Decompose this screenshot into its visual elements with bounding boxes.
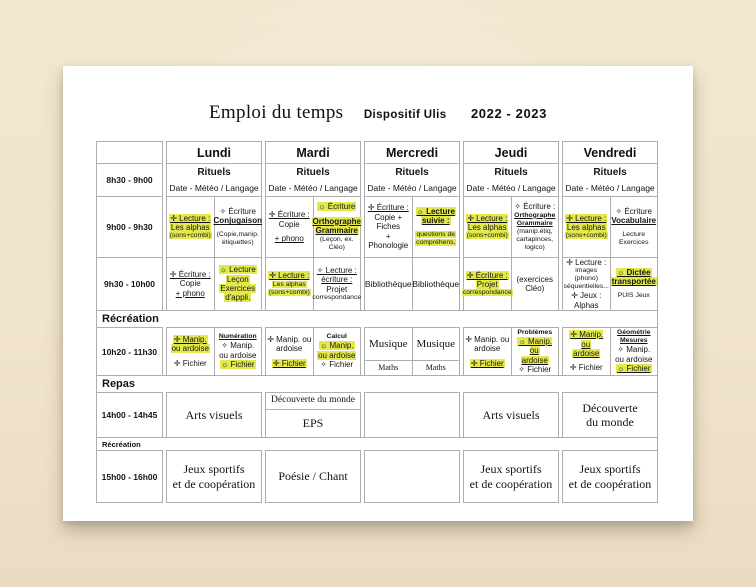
cell-lundi-9h30-10h00-left xyxy=(167,258,214,310)
text-line: Grammaire xyxy=(516,219,553,227)
text-line: Date - Météo / Langage xyxy=(466,183,556,194)
day-header-mardi xyxy=(265,141,361,163)
time-cell-15h00-16h00: 15h00 - 16h00 xyxy=(96,450,163,503)
text-line: compréhens. xyxy=(416,238,456,246)
day-header-jeudi xyxy=(463,141,559,163)
cell-lundi-8h30-9h00 xyxy=(166,163,262,196)
cell-jeudi-14h00-14h45-content xyxy=(464,393,558,437)
cell-mardi-10h20-11h30 xyxy=(265,327,361,375)
cell-mercredi-10h20-11h30-right-top xyxy=(413,328,460,360)
text-line: Copie + xyxy=(374,212,403,222)
text-line: ✧ Écriture : xyxy=(514,202,556,212)
cell-vendredi-9h00-9h30-left xyxy=(563,197,610,257)
row-band-8 xyxy=(96,437,658,450)
text-line: (sons+combi) xyxy=(565,232,607,240)
text-line: Cléo) xyxy=(525,284,545,293)
text-line: + phono xyxy=(274,234,304,244)
text-line: ✛ Lecture : xyxy=(467,213,508,223)
cell-mardi-9h00-9h30 xyxy=(265,196,361,257)
text-line: Orthographe xyxy=(514,211,556,219)
text-line: Date - Météo / Langage xyxy=(268,183,358,194)
text-line: Les alphas xyxy=(566,222,606,232)
cell-jeudi-9h30-10h00-right xyxy=(511,258,559,310)
time-cell-9h30-10h00: 9h30 - 10h00 xyxy=(96,257,163,310)
text-line: Lecture xyxy=(622,230,646,238)
cell-mercredi-10h20-11h30-left-bottom xyxy=(365,360,412,375)
text-line: Les alphas xyxy=(272,280,306,288)
text-line: transportée xyxy=(611,277,656,287)
text-line: Maths xyxy=(425,363,446,373)
cell-lundi-14h00-14h45-content xyxy=(167,393,261,437)
cell-vendredi-14h00-14h45-content xyxy=(563,393,657,437)
cell-jeudi-9h00-9h30-left xyxy=(464,197,511,257)
text-line: ✛ Fichier xyxy=(470,358,504,368)
text-line: Date - Météo / Langage xyxy=(169,183,259,194)
text-line: (sons+combi) xyxy=(466,232,508,240)
cell-lundi-15h00-16h00 xyxy=(166,450,262,503)
cell-vendredi-10h20-11h30 xyxy=(562,327,658,375)
cell-lundi-10h20-11h30-right xyxy=(214,328,262,375)
cell-vendredi-15h00-16h00-content xyxy=(563,451,657,502)
text-line: cartapinces, xyxy=(516,235,554,243)
text-line: Cléo) xyxy=(328,243,345,251)
time-cell-14h00-14h45: 14h00 - 14h45 xyxy=(96,392,163,437)
cell-jeudi-8h30-9h00-content xyxy=(464,164,558,196)
text-line: (manip.étiq, xyxy=(516,227,553,235)
time-cell-10h20-11h30: 10h20 - 11h30 xyxy=(96,327,163,375)
text-line: Date - Météo / Langage xyxy=(565,183,655,194)
day-header-label-mercredi: Mercredi xyxy=(385,145,439,160)
text-line: Alphas xyxy=(574,300,599,310)
school-year: 2022 - 2023 xyxy=(470,106,547,121)
row-band-4 xyxy=(96,310,658,327)
cell-vendredi-9h00-9h30-right xyxy=(610,197,658,257)
cell-jeudi-9h30-10h00 xyxy=(463,257,559,310)
text-line: ✛ Écriture : xyxy=(268,210,310,220)
text-line: ☼ Écriture xyxy=(318,202,356,212)
text-line: Date - Météo / Langage xyxy=(367,183,457,194)
text-line: Arts visuels xyxy=(482,407,540,422)
text-line: ✛ Fichier xyxy=(173,358,207,368)
text-line: Projet xyxy=(476,279,498,289)
row-9h00-9h30 xyxy=(96,196,658,257)
cell-mardi-10h20-11h30-left xyxy=(266,328,313,375)
text-line: Orthographe xyxy=(312,216,361,226)
cell-vendredi-9h30-10h00 xyxy=(562,257,658,310)
cell-lundi-10h20-11h30-left xyxy=(167,328,214,375)
text-line: Les alphas xyxy=(467,222,507,232)
text-line: Exercices xyxy=(220,284,256,293)
cell-vendredi-10h20-11h30-right xyxy=(610,328,658,375)
text-line: ✛ Manip. ou xyxy=(465,334,510,344)
text-line: ☼ Dictée xyxy=(616,268,651,278)
text-line: Leçon xyxy=(226,274,249,284)
text-line: Rituels xyxy=(494,166,528,178)
cell-mercredi-10h20-11h30-right xyxy=(412,328,460,375)
text-line: ☼ Fichier xyxy=(616,364,651,374)
text-line: et de coopération xyxy=(469,476,553,491)
cell-mardi-14h00-14h45-top xyxy=(266,393,360,410)
cell-mercredi-9h00-9h30 xyxy=(364,196,460,257)
cell-lundi-15h00-16h00-content xyxy=(167,451,261,502)
titlebar xyxy=(63,102,693,124)
text-line: Maths xyxy=(378,363,399,373)
day-header-mercredi xyxy=(364,141,460,163)
cell-mardi-9h00-9h30-left xyxy=(266,197,313,257)
text-line: Copie xyxy=(278,219,300,229)
text-line: ✧ Fichier xyxy=(518,364,552,374)
text-line: Découverte xyxy=(582,400,638,415)
cell-vendredi-14h00-14h45 xyxy=(562,392,658,437)
text-line: Rituels xyxy=(197,166,231,178)
cell-lundi-9h30-10h00-right xyxy=(214,258,262,310)
cell-mercredi-8h30-9h00 xyxy=(364,163,460,196)
text-line: images (phono) xyxy=(574,267,598,283)
text-line: suivie : xyxy=(421,216,450,226)
cell-lundi-10h20-11h30 xyxy=(166,327,262,375)
text-line: Jeux sportifs xyxy=(579,462,641,477)
text-line: ardoise xyxy=(474,344,501,354)
cell-mercredi-10h20-11h30-left xyxy=(365,328,412,375)
text-line: Copie xyxy=(179,279,201,289)
cell-mardi-9h30-10h00-right xyxy=(313,258,361,310)
cell-mardi-14h00-14h45-bottom xyxy=(266,410,360,437)
text-line: ✧ Écriture xyxy=(219,207,256,217)
cell-mercredi-9h30-10h00-left xyxy=(365,258,412,310)
text-line: (Leçon, ex. xyxy=(319,235,354,243)
text-line: ou ardoise xyxy=(171,344,209,354)
text-line: du monde xyxy=(586,415,634,429)
text-line: + phono xyxy=(175,288,205,298)
text-line: Fiches xyxy=(376,222,401,232)
row-header-0 xyxy=(96,141,658,163)
text-line: ✧ Fichier xyxy=(320,360,354,370)
text-line: PUIS Jeux xyxy=(617,291,650,299)
text-line: ou ardoise xyxy=(219,350,257,360)
cell-jeudi-9h00-9h30 xyxy=(463,196,559,257)
text-line: logico) xyxy=(524,243,545,251)
timetable xyxy=(96,141,658,503)
text-line: ✛ Lecture : xyxy=(269,271,310,281)
cell-vendredi-9h30-10h00-right xyxy=(610,258,658,310)
text-line: ✧ Manip. xyxy=(617,345,651,355)
cell-lundi-9h00-9h30-right xyxy=(214,197,262,257)
text-line: + Phonologie xyxy=(368,231,409,251)
cell-vendredi-9h00-9h30 xyxy=(562,196,658,257)
text-line: ✛ Lecture : xyxy=(566,257,607,267)
day-header-label-mardi: Mardi xyxy=(296,145,330,160)
cell-jeudi-14h00-14h45 xyxy=(463,392,559,437)
time-cell-9h00-9h30: 9h00 - 9h30 xyxy=(96,196,163,257)
text-line: Jeux sportifs xyxy=(480,462,542,477)
text-line: Arts visuels xyxy=(185,407,243,422)
cell-lundi-9h00-9h30 xyxy=(166,196,262,257)
text-line: ☼ Lecture xyxy=(416,207,455,217)
text-line: Problèmes xyxy=(517,328,553,336)
cell-mardi-14h00-14h45-content xyxy=(266,393,360,437)
text-line: Grammaire xyxy=(315,226,358,236)
cell-jeudi-15h00-16h00-content xyxy=(464,451,558,502)
text-line: et de coopération xyxy=(172,476,256,491)
text-line: ✛ Lecture : xyxy=(170,213,211,223)
text-line: Rituels xyxy=(296,166,330,178)
cell-vendredi-15h00-16h00 xyxy=(562,450,658,503)
text-line: Exercices xyxy=(619,238,649,246)
text-line: correspondance xyxy=(462,289,512,297)
text-line: ✛ Écriture : xyxy=(466,270,508,280)
text-line: ✛ Manip. xyxy=(173,334,207,344)
text-line: Calcul xyxy=(326,333,347,341)
day-header-label-vendredi: Vendredi xyxy=(583,145,637,160)
cell-vendredi-9h30-10h00-left xyxy=(563,258,610,310)
text-line: Géométrie xyxy=(616,329,651,337)
text-line: ✧ Écriture xyxy=(615,207,652,217)
cell-mardi-9h00-9h30-right xyxy=(313,197,361,257)
text-line: Projet xyxy=(326,284,348,294)
cell-jeudi-15h00-16h00 xyxy=(463,450,559,503)
text-line: Numération xyxy=(218,333,257,341)
cell-mercredi-15h00-16h00 xyxy=(364,450,460,503)
cell-mercredi-9h00-9h30-right xyxy=(412,197,460,257)
cell-lundi-9h00-9h30-left xyxy=(167,197,214,257)
text-line: ou ardoise xyxy=(318,350,356,360)
time-cell-8h30-9h00: 8h30 - 9h00 xyxy=(96,163,163,196)
cell-vendredi-10h20-11h30-left xyxy=(563,328,610,375)
text-line: Jeux sportifs xyxy=(183,462,245,477)
cell-mercredi-10h20-11h30-right-bottom xyxy=(413,360,460,375)
text-line: ✛ Lecture : xyxy=(566,213,607,223)
text-line: Rituels xyxy=(395,166,429,178)
cell-mardi-15h00-16h00 xyxy=(265,450,361,503)
page-title: Emploi du temps xyxy=(209,102,344,123)
text-line: ardoise xyxy=(573,349,600,358)
text-line: Musique xyxy=(416,337,455,350)
cell-jeudi-10h20-11h30 xyxy=(463,327,559,375)
text-line: et de coopération xyxy=(568,476,652,491)
text-line: questions de xyxy=(416,230,456,238)
text-line: Musique xyxy=(369,337,408,350)
cell-mercredi-10h20-11h30-left-top xyxy=(365,328,412,360)
text-line: ou ardoise xyxy=(615,354,653,364)
day-header-vendredi xyxy=(562,141,658,163)
text-line: Bibliothèque xyxy=(412,278,460,289)
text-line: ✛ Manip. ou xyxy=(267,334,312,344)
text-line: Mesures xyxy=(619,337,648,345)
text-line: Vocabulaire xyxy=(611,216,657,226)
cell-mardi-9h30-10h00 xyxy=(265,257,361,310)
cell-vendredi-8h30-9h00-content xyxy=(563,164,657,196)
text-line: séquentielles... xyxy=(563,283,609,291)
cell-mercredi-9h00-9h30-left xyxy=(365,197,412,257)
day-header-label-jeudi: Jeudi xyxy=(494,145,528,160)
cell-mercredi-10h20-11h30 xyxy=(364,327,460,375)
cell-mercredi-9h30-10h00 xyxy=(364,257,460,310)
text-line: (sons+combi) xyxy=(268,288,310,296)
cell-mardi-14h00-14h45 xyxy=(265,392,361,437)
cell-mardi-15h00-16h00-content xyxy=(266,451,360,502)
text-line: d'appli. xyxy=(225,293,251,303)
text-line: ardoise xyxy=(276,344,303,354)
cell-lundi-14h00-14h45 xyxy=(166,392,262,437)
cell-mercredi-14h00-14h45 xyxy=(364,392,460,437)
cell-mardi-8h30-9h00 xyxy=(265,163,361,196)
cell-lundi-9h30-10h00 xyxy=(166,257,262,310)
cell-jeudi-10h20-11h30-right xyxy=(511,328,559,375)
cell-mercredi-8h30-9h00-content xyxy=(365,164,459,196)
text-line: Poésie / Chant xyxy=(278,469,348,484)
text-line: Les alphas xyxy=(170,222,210,232)
cell-mardi-10h20-11h30-right xyxy=(313,328,361,375)
cell-jeudi-9h00-9h30-right xyxy=(511,197,559,257)
text-line: ✛ Écriture : xyxy=(367,203,409,213)
text-line: ✛ Écriture : xyxy=(169,269,211,279)
cell-mardi-8h30-9h00-content xyxy=(266,164,360,196)
timetable-sheet xyxy=(63,66,693,521)
text-line: étiquettes) xyxy=(221,238,254,246)
text-line: ☼ Lecture xyxy=(219,265,256,275)
text-line: ☼ Manip. ou xyxy=(518,336,553,356)
page-subtitle: Dispositif Ulis xyxy=(363,109,447,121)
text-line: ✛ Manip. ou xyxy=(570,330,604,349)
cell-vendredi-8h30-9h00 xyxy=(562,163,658,196)
band-repas-6: Repas xyxy=(96,375,658,392)
row-10h20-11h30 xyxy=(96,327,658,375)
text-line: ✛ Fichier xyxy=(272,358,306,368)
text-line: ✛ Jeux : xyxy=(571,291,602,301)
cell-lundi-8h30-9h00-content xyxy=(167,164,261,196)
cell-mardi-9h30-10h00-left xyxy=(266,258,313,310)
text-line: écriture : xyxy=(321,275,353,285)
corner-cell xyxy=(96,141,163,163)
text-line: ✛ Fichier xyxy=(569,363,603,373)
text-line: Conjugaison xyxy=(213,216,262,226)
text-line: ✧ Lecture : xyxy=(316,265,357,275)
text-line: ✧ Manip. xyxy=(221,341,255,351)
text-line: correspondance xyxy=(312,294,362,302)
row-14h00-14h45 xyxy=(96,392,658,437)
text-line: Découverte du monde xyxy=(271,395,355,406)
text-line: ardoise xyxy=(521,355,548,365)
cell-jeudi-10h20-11h30-left xyxy=(464,328,511,375)
cell-jeudi-8h30-9h00 xyxy=(463,163,559,196)
cell-jeudi-9h30-10h00-left xyxy=(464,258,511,310)
row-8h30-9h00 xyxy=(96,163,658,196)
day-header-lundi xyxy=(166,141,262,163)
text-line: EPS xyxy=(302,416,324,431)
text-line: ☼ Fichier xyxy=(220,360,255,370)
band-recreation-8: Récréation xyxy=(96,437,658,450)
text-line: (Copie,manip. xyxy=(216,230,259,238)
band-recreation-4: Récréation xyxy=(96,310,658,327)
text-line: Bibliothèque xyxy=(364,278,412,289)
text-line: (exercices xyxy=(516,274,553,284)
row-band-6 xyxy=(96,375,658,392)
row-15h00-16h00 xyxy=(96,450,658,503)
text-line: ☼ Manip. xyxy=(319,341,354,351)
cell-mercredi-9h30-10h00-right xyxy=(412,258,460,310)
text-line: Rituels xyxy=(593,166,627,178)
row-9h30-10h00 xyxy=(96,257,658,310)
text-line: (sons+combi) xyxy=(169,232,211,240)
day-header-label-lundi: Lundi xyxy=(196,145,231,160)
